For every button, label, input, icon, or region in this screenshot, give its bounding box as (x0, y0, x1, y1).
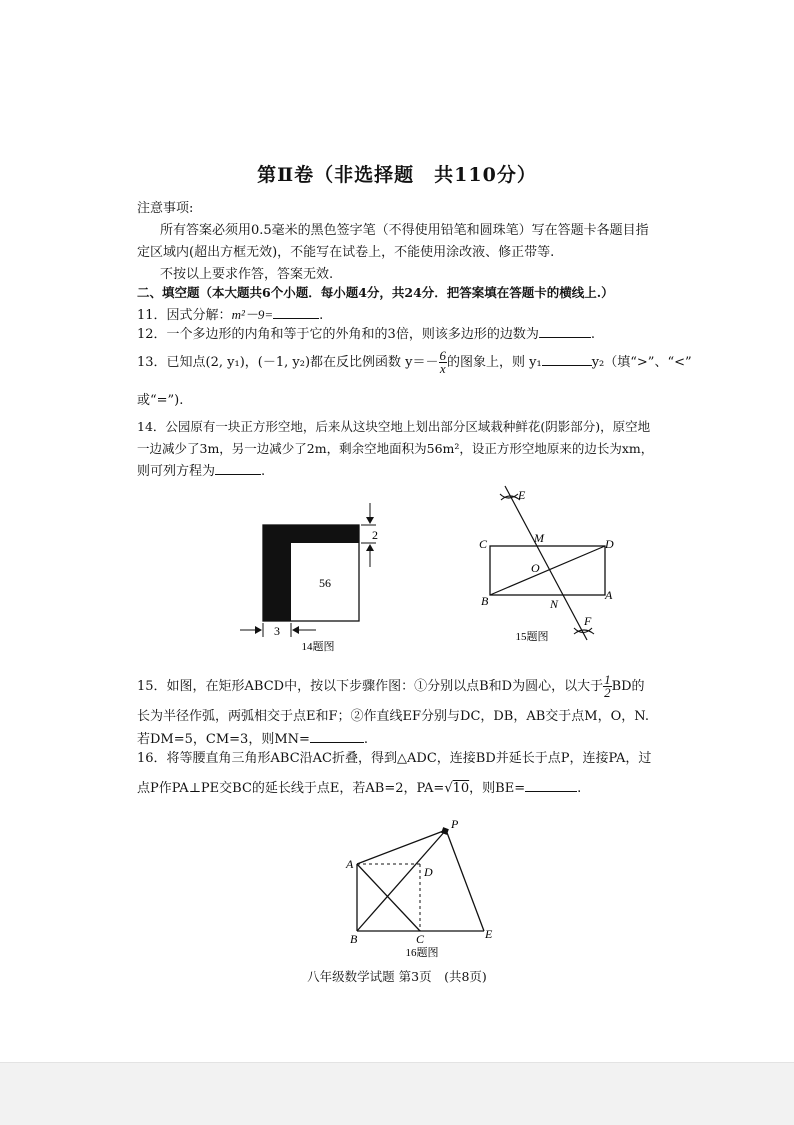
q15-line-2: 长为半径作弧，两弧相交于点E和F；②作直线EF分别与DC，DB，AB交于点M，O，N. (137, 709, 649, 724)
q16-line-2 (137, 778, 581, 798)
fig14-area-label: 56 (319, 576, 331, 590)
fig15-label-c: C (479, 537, 488, 551)
fig16-caption: 16题图 (405, 947, 439, 959)
q11-answer-blank (273, 305, 319, 319)
figure-14 (230, 495, 400, 655)
fig16-label-b: B (350, 932, 358, 946)
fig15-diagonal-bd (490, 546, 605, 595)
fig15-label-m: M (534, 531, 544, 545)
q14-line-3 (137, 461, 265, 481)
q11-end: . (319, 308, 324, 323)
section-heading: 二、填空题（本大题共6个小题．每小题4分，共24分．把答案填在答题卡的横线上.） (137, 285, 614, 300)
q13-line-2: 或“=”). (137, 393, 184, 408)
question-11 (137, 305, 323, 325)
q15-line-3-text: 若DM=5，CM=3，则MN= (137, 732, 310, 747)
notice-line-3: 不按以上要求作答，答案无效. (160, 267, 334, 282)
q12-text: 12．一个多边形的内角和等于它的外角和的3倍，则该多边形的边数为 (137, 327, 539, 342)
q13-frac-numerator: 6 (439, 348, 446, 363)
q13-pre: 13．已知点(2, y₁)，(－1, y₂)都在反比例函数 y＝－ (137, 355, 439, 370)
fig15-label-f: F (584, 614, 592, 628)
fig15-label-d: D (605, 537, 614, 551)
q14-answer-blank (215, 461, 261, 475)
q16-line-1: 16．将等腰直角三角形ABC沿AC折叠，得到△ADC，连接BD并延长于点P，连接PA，过 (137, 751, 652, 766)
q16-sqrt-value: 10 (452, 781, 470, 796)
q12-end: . (590, 327, 595, 342)
fig14-caption: 14题图 (301, 641, 335, 653)
q14-line-1: 14．公园原有一块正方形空地，后来从这块空地上划出部分区域栽种鲜花(阴影部分)，原空地 (137, 419, 651, 434)
fig16-label-e: E (485, 927, 493, 941)
q16-answer-blank (525, 778, 577, 792)
q15-line-3 (137, 729, 368, 749)
fig16-label-a: A (346, 857, 354, 871)
fig14-arrowhead (292, 626, 299, 634)
fig14-arrowhead (366, 544, 374, 551)
q11-expression: m²－9= (231, 307, 274, 322)
page-title: 第Ⅱ卷（非选择题 共110分） (257, 164, 537, 186)
q15-end: . (363, 732, 369, 747)
q15-frac-numerator: 1 (604, 672, 611, 687)
fig14-left-gap-label: 3 (274, 624, 280, 638)
q16-line-2-pre: 点P作PA⊥PE交BC的延长线于点E，若AB=2，PA= (137, 781, 445, 796)
q16-line-2-post: ，则BE= (469, 781, 526, 796)
q12-answer-blank (539, 324, 591, 338)
q15-answer-blank (310, 729, 364, 743)
page-footer: 八年级数学试题 第3页 (共8页) (307, 969, 487, 984)
q14-line-2: 一边减少了3m，另一边减少了2m，剩余空地面积为56m²，设正方形空地原来的边长为xm， (137, 441, 654, 456)
fig15-label-o: O (531, 561, 540, 575)
q16-end: . (577, 781, 582, 796)
fig15-label-b: B (481, 594, 489, 608)
fig15-label-e: E (518, 488, 526, 502)
notice-line-2: 定区域内(超出方框无效)，不能写在试卷上，不能使用涂改液、修正带等. (137, 245, 555, 260)
q13-mid: 的图象上，则 y₁ (447, 355, 542, 370)
notice-heading: 注意事项: (137, 201, 194, 216)
q15-pre: 15．如图，在矩形ABCD中，按以下步骤作图：①分别以点B和D为圆心，以大于 (137, 679, 604, 694)
q13-fraction (439, 350, 448, 375)
figure-16 (338, 816, 508, 964)
q13-answer-blank (542, 352, 592, 366)
fig15-label-a: A (605, 588, 613, 602)
q11-text: 因式分解： (166, 308, 232, 323)
fig15-caption: 15题图 (515, 631, 549, 643)
question-12 (137, 324, 595, 344)
sqrt-icon: √ (444, 781, 453, 796)
fig14-shaded-left (263, 525, 291, 621)
viewer-background (0, 1062, 794, 1125)
fig15-line-ef (505, 486, 587, 640)
q13-frac-denominator: x (439, 361, 446, 376)
q15-fraction (603, 674, 612, 699)
fig16-segment-bp (357, 830, 446, 931)
fig16-segment-pe (446, 830, 484, 931)
figure-15 (470, 482, 630, 652)
fig14-top-gap-label: 2 (372, 528, 378, 542)
q14-end: . (261, 464, 266, 479)
q15-frac-denominator: 2 (604, 685, 611, 700)
q11-number: 11． (137, 308, 167, 323)
fig14-arrowhead (255, 626, 262, 634)
q15-post: BD的 (611, 679, 645, 694)
fig16-label-d: D (424, 865, 433, 879)
fig15-label-n: N (550, 597, 559, 611)
fig16-label-p: P (451, 817, 459, 831)
q13-post: y₂（填“>”、“<” (591, 355, 692, 370)
fig16-segment-ap (357, 830, 446, 864)
q15-line-1 (137, 672, 645, 702)
q14-line-3-text: 则可列方程为 (137, 464, 216, 479)
notice-line-1: 所有答案必须用0.5毫米的黑色签字笔（不得使用铅笔和圆珠笔）写在答题卡各题目指 (160, 223, 649, 238)
fig16-label-c: C (416, 932, 425, 946)
fig14-arrowhead (366, 517, 374, 524)
question-13 (137, 350, 692, 376)
